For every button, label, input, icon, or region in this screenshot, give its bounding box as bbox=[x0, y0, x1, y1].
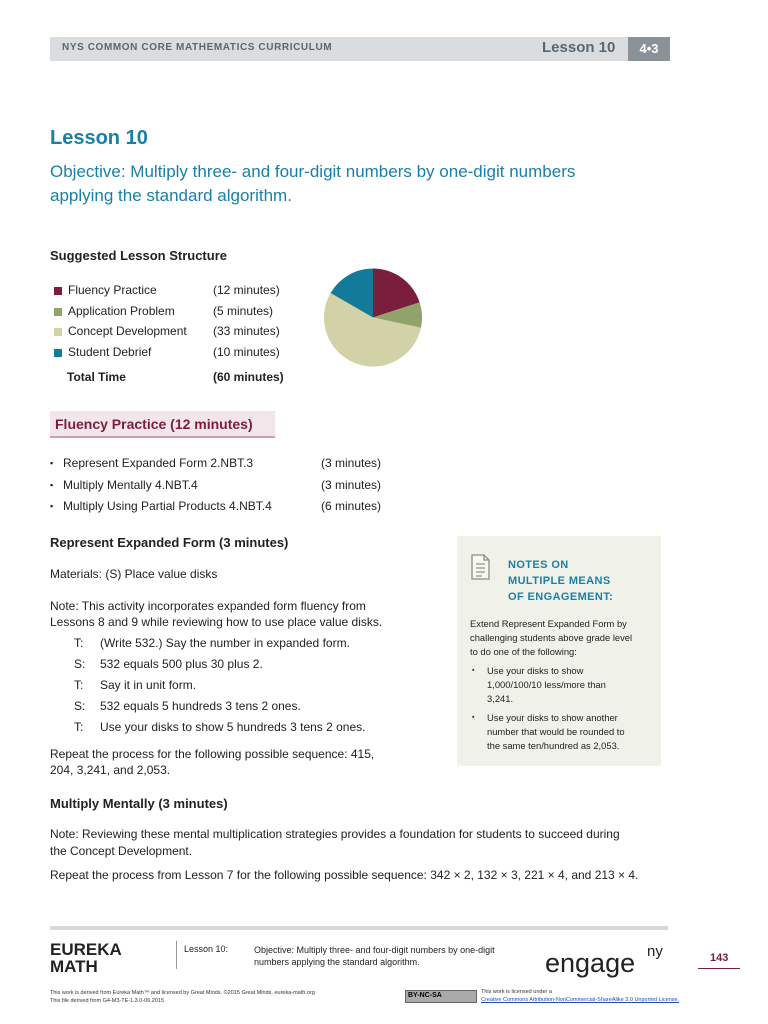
total-time-label: Total Time bbox=[67, 370, 126, 384]
bullet-icon: ▪ bbox=[50, 501, 54, 511]
objective-line-2: applying the standard algorithm. bbox=[50, 186, 292, 205]
structure-item-time: (5 minutes) bbox=[213, 303, 274, 318]
lesson-structure-pie-chart bbox=[323, 265, 423, 370]
notes-bullet-line: the same ten/hundred as 2,053. bbox=[487, 740, 620, 751]
notes-bullet bbox=[472, 664, 652, 706]
license-line: This work is licensed under a bbox=[481, 989, 552, 995]
structure-item-name: Concept Development bbox=[68, 324, 187, 339]
dialogue-text: Use your disks to show 5 hundreds 3 tens 2 ones. bbox=[100, 720, 366, 734]
notes-title-line: NOTES ON bbox=[508, 559, 569, 571]
module-code: 4•3 bbox=[628, 37, 670, 61]
mm-heading: Multiply Mentally (3 minutes) bbox=[50, 796, 228, 811]
notes-title-line: MULTIPLE MEANS bbox=[508, 575, 611, 587]
notes-intro-line: to do one of the following: bbox=[470, 646, 577, 657]
dialogue-text: (Write 532.) Say the number in expanded form. bbox=[100, 636, 350, 650]
derived-notice bbox=[50, 989, 390, 1005]
structure-item-name: Fluency Practice bbox=[68, 283, 157, 297]
structure-item-time: (12 minutes) bbox=[213, 283, 280, 297]
legend-swatch bbox=[54, 287, 62, 295]
fluency-heading: Fluency Practice (12 minutes) bbox=[55, 416, 253, 432]
license-notice bbox=[481, 988, 741, 1004]
structure-item-time: (10 minutes) bbox=[213, 345, 280, 360]
engage-text: engage bbox=[545, 948, 636, 978]
dialogue-text: 532 equals 500 plus 30 plus 2. bbox=[100, 657, 263, 671]
ref-note-line-2: Lessons 8 and 9 while reviewing how to use place value disks. bbox=[50, 615, 383, 629]
fluency-item-name: Represent Expanded Form 2.NBT.3 bbox=[63, 456, 254, 470]
ref-heading: Represent Expanded Form (3 minutes) bbox=[50, 535, 289, 550]
curriculum-label: NYS COMMON CORE MATHEMATICS CURRICULUM bbox=[62, 42, 333, 53]
creative-commons-badge[interactable] bbox=[405, 990, 477, 1003]
fluency-item-time: (3 minutes) bbox=[321, 477, 382, 492]
mm-note-line-1: Note: Reviewing these mental multiplication strategies provides a foundation for students to succeed during bbox=[50, 827, 620, 841]
fluency-item-time: (3 minutes) bbox=[321, 456, 382, 470]
page-header bbox=[50, 37, 670, 61]
eureka-math-logo bbox=[50, 939, 130, 975]
bullet-icon: ▪ bbox=[472, 667, 475, 674]
dialogue-speaker: T: bbox=[74, 636, 84, 650]
objective bbox=[50, 160, 670, 208]
ref-note-line-1: Note: This activity incorporates expanded form fluency from bbox=[50, 599, 366, 613]
structure-item-time: (33 minutes) bbox=[213, 324, 280, 339]
notes-bullet-line: Use your disks to show another bbox=[487, 712, 618, 723]
fluency-item-time: (6 minutes) bbox=[321, 499, 382, 513]
notes-intro bbox=[470, 617, 654, 659]
footer-objective-line: Objective: Multiply three- and four-digit numbers by one-digit bbox=[254, 945, 495, 955]
logo-line-2: MATH bbox=[50, 957, 98, 975]
bullet-icon: ▪ bbox=[472, 714, 475, 721]
engageny-logo bbox=[545, 942, 671, 978]
cc-badge-text: BY-NC-SA bbox=[408, 992, 442, 999]
dialogue-text: Say it in unit form. bbox=[100, 678, 197, 692]
notes-title bbox=[508, 557, 613, 605]
license-link[interactable]: Creative Commons Attribution-NonCommercial-ShareAlike 3.0 Unported License. bbox=[481, 997, 680, 1003]
ref-repeat-line-1: Repeat the process for the following possible sequence: 415, bbox=[50, 747, 375, 761]
legend-swatch bbox=[54, 349, 62, 357]
structure-heading: Suggested Lesson Structure bbox=[50, 248, 227, 263]
dialogue-speaker: S: bbox=[74, 699, 86, 713]
dialogue-speaker: T: bbox=[74, 720, 84, 734]
fluency-item-name: Multiply Mentally 4.NBT.4 bbox=[63, 477, 198, 492]
notes-intro-line: Extend Represent Expanded Form by bbox=[470, 618, 627, 629]
notes-bullet-line: 3,241. bbox=[487, 693, 514, 704]
mm-repeat: Repeat the process from Lesson 7 for the following possible sequence: 342 × 2, 132 × 3, 221 × 4, and 213 × 4. bbox=[50, 868, 639, 882]
ref-materials: Materials: (S) Place value disks bbox=[50, 567, 218, 581]
document-icon bbox=[468, 552, 492, 582]
mm-note-line-2: the Concept Development. bbox=[50, 844, 193, 858]
footer-separator bbox=[176, 941, 177, 969]
dialogue-speaker: T: bbox=[74, 678, 84, 692]
notes-bullet bbox=[472, 711, 652, 753]
footer-objective bbox=[254, 944, 514, 968]
notes-box bbox=[457, 536, 661, 766]
notes-bullet-line: Use your disks to show bbox=[487, 665, 584, 676]
ref-repeat-line-2: 204, 3,241, and 2,053. bbox=[50, 763, 171, 777]
objective-line-1: Objective: Multiply three- and four-digit numbers by one-digit numbers bbox=[50, 162, 576, 181]
fluency-item-name: Multiply Using Partial Products 4.NBT.4 bbox=[63, 499, 272, 513]
footer-objective-line: numbers applying the standard algorithm. bbox=[254, 957, 420, 967]
legend-swatch bbox=[54, 308, 62, 316]
notes-intro-line: challenging students above grade level bbox=[470, 632, 633, 643]
page-number: 143 bbox=[710, 952, 729, 964]
ny-text: ny bbox=[647, 943, 663, 960]
derived-line: This work is derived from Eureka Math™ and licensed by Great Minds. ©2015 Great Minds. eureka-math.org bbox=[50, 990, 315, 996]
dialogue-speaker: S: bbox=[74, 657, 86, 671]
structure-item-name: Application Problem bbox=[68, 303, 175, 318]
lesson-title: Lesson 10 bbox=[50, 127, 148, 149]
legend-swatch bbox=[54, 328, 62, 336]
footer-lesson: Lesson 10: bbox=[184, 944, 229, 954]
derived-line: This file derived from G4-M3-TE-1.3.0-06.2015 bbox=[50, 998, 165, 1004]
header-lesson: Lesson 10 bbox=[542, 39, 616, 56]
notes-title-line: OF ENGAGEMENT: bbox=[508, 591, 614, 603]
logo-line-1: EUREKA bbox=[50, 940, 122, 959]
bullet-icon: ▪ bbox=[50, 479, 54, 490]
structure-item-name: Student Debrief bbox=[68, 345, 152, 360]
footer-divider bbox=[50, 926, 668, 930]
fluency-heading-box bbox=[50, 411, 275, 438]
dialogue-text: 532 equals 5 hundreds 3 tens 2 ones. bbox=[100, 699, 301, 713]
page-number-underline bbox=[698, 968, 740, 969]
total-time-value: (60 minutes) bbox=[213, 370, 284, 384]
notes-bullet-line: number that would be rounded to bbox=[487, 726, 625, 737]
notes-bullet-line: 1,000/100/10 less/more than bbox=[487, 679, 606, 690]
bullet-icon: ▪ bbox=[50, 458, 54, 468]
